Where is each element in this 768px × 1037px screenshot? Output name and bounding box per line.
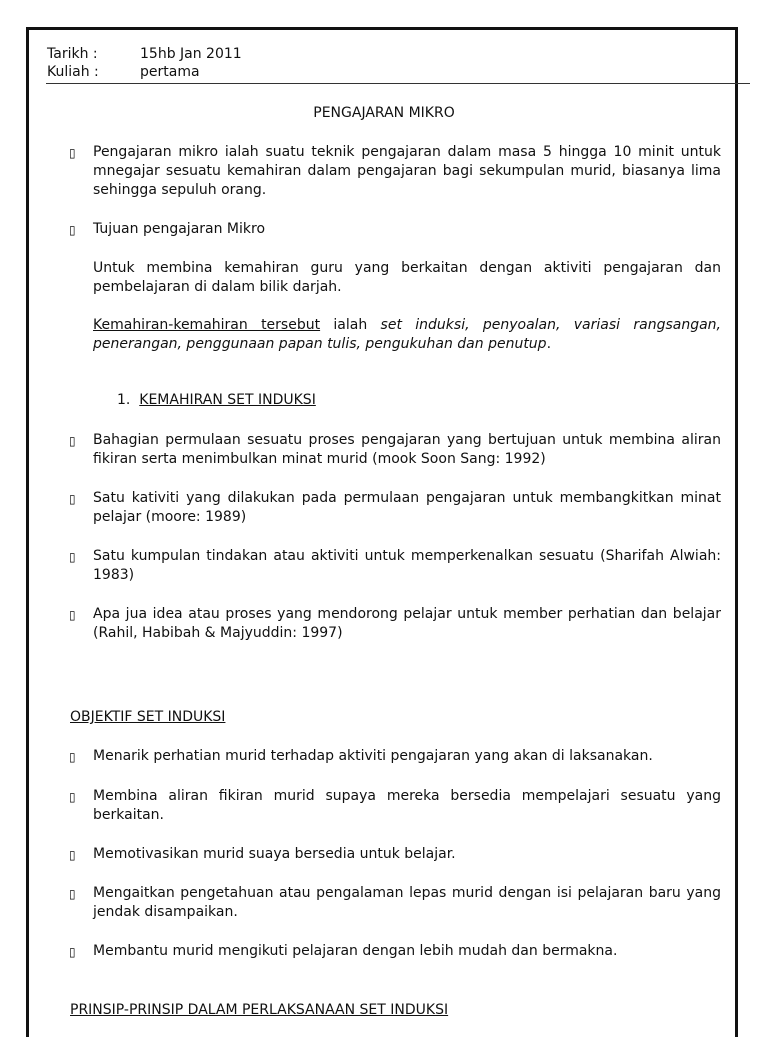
skills-mid: ialah <box>320 317 381 333</box>
objectives-heading: OBJEKTIF SET INDUKSI <box>70 709 226 725</box>
list-item: Apa jua idea atau proses yang mendorong pelajar untuk member perhatian dan belajar (Rahil, Habibah & Majyuddin: 1997) <box>93 606 721 641</box>
skills-paragraph <box>93 316 721 354</box>
list-item: Satu kumpulan tindakan atau aktiviti untuk memperkenalkan sesuatu (Sharifah Alwiah: 1983) <box>93 548 721 583</box>
bullet-icon: ▯ <box>69 945 76 959</box>
list-item: Bahagian permulaan sesuatu proses pengajaran yang bertujuan untuk membina aliran fikiran serta menimbulkan minat murid (mook Soon Sang: 1992) <box>93 432 721 467</box>
list-item: Menarik perhatian murid terhadap aktiviti pengajaran yang akan di laksanakan. <box>93 748 653 764</box>
skills-list: set induksi, penyoalan, variasi rangsangan, penerangan, penggunaan papan tulis, pengukuhan dan penutup <box>93 317 721 352</box>
principles-heading: PRINSIP-PRINSIP DALAM PERLAKSANAAN SET INDUKSI <box>70 1002 449 1018</box>
bullet-icon: ▯ <box>69 848 76 862</box>
header-divider <box>46 83 750 84</box>
section1-title: KEMAHIRAN SET INDUKSI <box>139 392 316 408</box>
bullet-icon: ▯ <box>69 790 76 804</box>
bullet-icon: ▯ <box>69 146 76 160</box>
date-label: Tarikh : <box>47 46 98 62</box>
list-item: Membantu murid mengikuti pelajaran dengan lebih mudah dan bermakna. <box>93 943 618 959</box>
bullet-icon: ▯ <box>69 750 76 764</box>
lecture-row <box>47 64 200 81</box>
section1-heading <box>117 391 316 410</box>
document-title: PENGAJARAN MIKRO <box>313 105 455 121</box>
purpose-paragraph: Untuk membina kemahiran guru yang berkaitan dengan aktiviti pengajaran dan pembelajaran di dalam bilik darjah. <box>93 260 721 295</box>
purpose-label: Tujuan pengajaran Mikro <box>93 221 266 237</box>
bullet-icon: ▯ <box>69 434 76 448</box>
list-item: Membina aliran fikiran murid supaya mereka bersedia mempelajari sesuatu yang berkaitan. <box>93 788 721 823</box>
date-value: 15hb Jan 2011 <box>140 46 242 62</box>
skills-end: . <box>546 336 552 352</box>
list-item: Memotivasikan murid suaya bersedia untuk belajar. <box>93 846 456 862</box>
bullet-icon: ▯ <box>69 608 76 622</box>
list-item: Satu kativiti yang dilakukan pada permulaan pengajaran untuk membangkitkan minat pelajar (moore: 1989) <box>93 490 721 525</box>
lecture-label: Kuliah : <box>47 64 99 80</box>
lecture-value: pertama <box>140 64 200 80</box>
skills-lead: Kemahiran-kemahiran tersebut <box>93 317 321 333</box>
list-item: Mengaitkan pengetahuan atau pengalaman lepas murid dengan isi pelajaran baru yang jendak disampaikan. <box>93 885 721 920</box>
definition-paragraph: Pengajaran mikro ialah suatu teknik pengajaran dalam masa 5 hingga 10 minit untuk mnegajar sesuatu kemahiran dalam pengajaran bagi sekumpulan murid, biasanya lima sehingga sepuluh orang. <box>93 144 721 198</box>
date-row <box>47 46 242 63</box>
bullet-icon: ▯ <box>69 223 76 237</box>
bullet-icon: ▯ <box>69 492 76 506</box>
bullet-icon: ▯ <box>69 887 76 901</box>
bullet-icon: ▯ <box>69 550 76 564</box>
section1-number: 1. <box>117 392 131 408</box>
